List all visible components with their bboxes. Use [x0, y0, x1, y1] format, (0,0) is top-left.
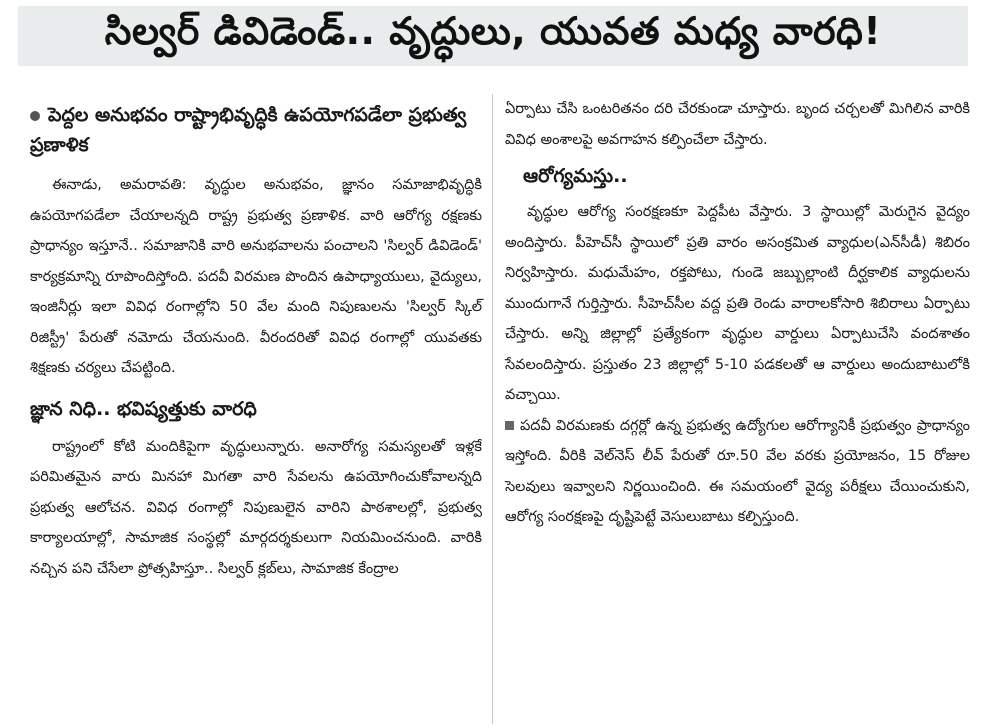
gnana-nidhi-paragraph: రాష్ట్రంలో కోటి మందికిపైగా వృద్ధులున్నారు. అనారోగ్య సమస్యలతో ఇళ్లకే పరిమితమైన వారు మినహా మిగతా వారి సేవలను ఉపయోగించుకోవాలన్నది ప్రభుత్వ ఆలోచన. వివిధ రంగాల్లో నిపుణులైన వారిని పాఠశాలల్లో, ప్రభుత్వ కార్యాలయాల్లో, సామాజిక సంస్థల్లో మార్గదర్శకులుగా నియమించనుంది. వారికి నచ్చిన పని చేసేలా ప్రోత్సహిస్తూ.. సిల్వర్ క్లబ్‌లు, సామాజిక కేంద్రాల	[30, 438, 482, 577]
subhead-text: పెద్దల అనుభవం రాష్ట్రాభివృద్ధికి ఉపయోగపడేలా ప్రభుత్వ ప్రణాళిక	[30, 104, 467, 156]
section-title-gnana-nidhi: జ్ఞాన నిధి.. భవిష్యత్తుకు వారధి	[30, 397, 257, 420]
right-column	[505, 94, 970, 728]
wellness-text: పదవీ విరమణకు దగ్గర్లో ఉన్న ప్రభుత్వ ఉద్యోగుల ఆరోగ్యానికీ ప్రభుత్వం ప్రాధాన్యం ఇస్తోంది. వీరికి వెల్‌నెస్ లీవ్ పేరుతో రూ.50 వేల వరకు ప్రయోజనం, 15 రోజుల సెలవులు ఇవ్వాలని నిర్ణయించింది. ఈ సమయంలో వైద్య పరీక్షలు చేయించుకుని, ఆరోగ్య సంరక్షణపై దృష్టిపెట్టే వెసులుబాటు కల్పిస్తుంది.	[505, 417, 970, 525]
health-paragraph: వృద్ధుల ఆరోగ్య సంరక్షణకూ పెద్దపీట వేస్తారు. 3 స్థాయిల్లో మెరుగైన వైద్యం అందిస్తారు. పీహెచ్‌సీ స్థాయిలో ప్రతి వారం అసంక్రమిత వ్యాధుల(ఎన్‌సీడీ) శిబిరం నిర్వహిస్తారు. మధుమేహం, రక్తపోటు, గుండె జబ్బుల్లాంటి దీర్ఘకాలిక వ్యాధులను ముందుగానే గుర్తిస్తారు. సీహెచ్‌సీల వద్ద ప్రతి రెండు వారాలకోసారి శిబిరాలు ఏర్పాటు చేస్తారు. అన్ని జిల్లాల్లో ప్రత్యేకంగా వృద్ధుల వార్డులు ఏర్పాటుచేసి వందశాతం సేవలందిస్తారు. ప్రస్తుతం 23 జిల్లాల్లో 5-10 పడకలతో ఆ వార్డులు అందుబాటులోకి వచ్చాయి.	[505, 204, 970, 403]
column-divider	[492, 94, 493, 724]
continuation-paragraph: ఏర్పాటు చేసి ఒంటరితనం దరి చేరకుండా చూస్తారు. బృంద చర్చలతో మిగిలిన వారికి వివిధ అంశాలపై అవగాహన కల్పించేలా చేస్తారు.	[505, 101, 970, 148]
square-bullet-icon	[505, 421, 514, 430]
headline: సిల్వర్ డివిడెండ్.. వృద్ధులు, యువత మధ్య వారధి!	[104, 9, 882, 53]
section-title-arogyamastu: ఆరోగ్యమస్తు..	[523, 165, 628, 187]
subhead	[30, 100, 482, 160]
bullet-dot-icon	[30, 111, 40, 121]
headline-band	[18, 6, 968, 66]
left-column	[30, 78, 482, 728]
wellness-paragraph	[505, 411, 970, 533]
intro-paragraph: ఈనాడు, అమరావతి: వృద్ధుల అనుభవం, జ్ఞానం సమాజాభివృద్ధికి ఉపయోగపడేలా చేయాలన్నది రాష్ట్ర ప్రభుత్వ ప్రణాళిక. వారి ఆరోగ్య రక్షణకు ప్రాధాన్యం ఇస్తూనే.. సమాజానికి వారి అనుభవాలను పంచాలని 'సిల్వర్ డివిడెండ్' కార్యక్రమాన్ని రూపొందిస్తోంది. పదవీ విరమణ పొందిన ఉపాధ్యాయులు, వైద్యులు, ఇంజినీర్లు ఇలా వివిధ రంగాల్లోని 50 వేల మంది నిపుణులను 'సిల్వర్ స్కిల్ రిజిస్ట్రీ' పేరుతో నమోదు చేయనుంది. వీరందరితో వివిధ రంగాల్లో యువతకు శిక్షణకు చర్యలు చేపట్టింది.	[30, 177, 482, 376]
